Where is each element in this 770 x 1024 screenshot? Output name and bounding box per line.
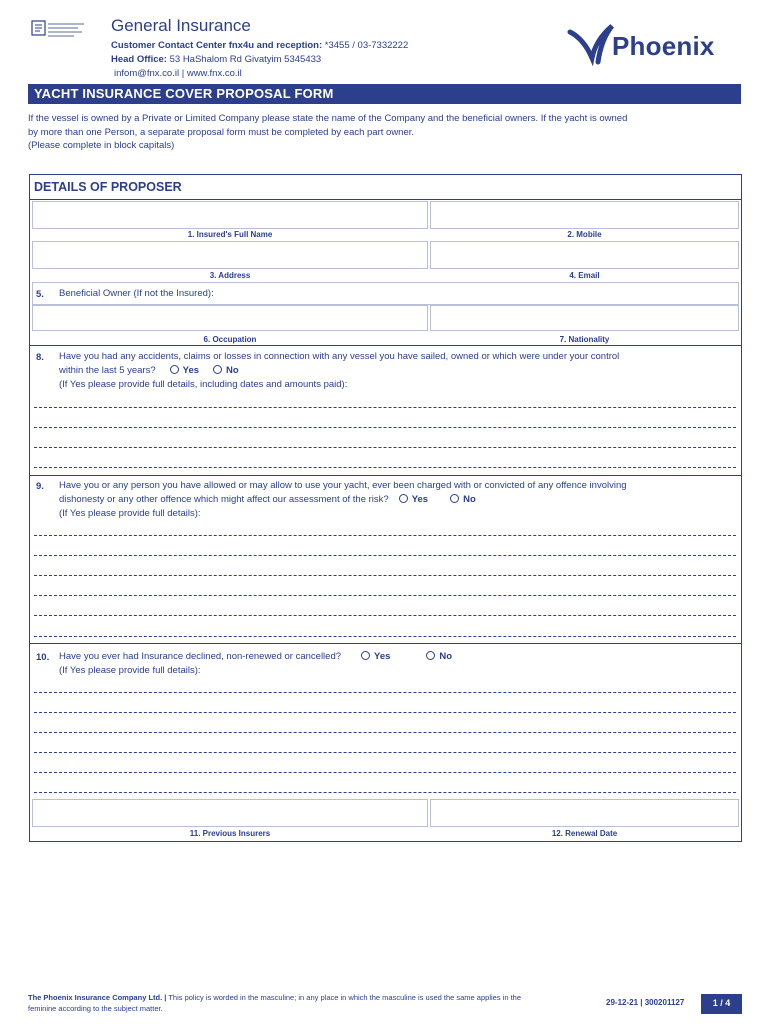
q8-number: 8. — [36, 352, 44, 363]
nationality-field[interactable] — [430, 305, 739, 331]
company-division-title: General Insurance — [111, 16, 251, 35]
proposer-details-form — [29, 174, 742, 842]
answer-line[interactable] — [34, 427, 736, 428]
q9-number: 9. — [36, 481, 44, 492]
nationality-label: 7. Nationality — [559, 335, 610, 344]
answer-line[interactable] — [34, 575, 736, 576]
office-line: Head Office: 53 HaShalom Rd Givatyim 5345433 — [111, 54, 322, 65]
answer-line[interactable] — [34, 467, 736, 468]
divider — [30, 475, 741, 476]
occupation-label: 6. Occupation — [203, 335, 257, 344]
page-number: 1 / 4 — [701, 994, 742, 1014]
answer-line[interactable] — [34, 447, 736, 448]
answer-line[interactable] — [34, 407, 736, 408]
email-label: 4. Email — [569, 271, 600, 280]
divider — [30, 345, 741, 346]
q5-number: 5. — [36, 289, 44, 300]
previous-insurers-label: 11. Previous Insurers — [189, 829, 271, 838]
section-title: DETAILS OF PROPOSER — [30, 175, 741, 200]
footer-date-code: 29-12-21 | 300201127 — [606, 998, 685, 1007]
insured-name-field[interactable] — [32, 201, 428, 229]
q10-number: 10. — [36, 652, 50, 663]
q8-yes-radio[interactable] — [170, 365, 179, 374]
mobile-label: 2. Mobile — [567, 230, 602, 239]
answer-line[interactable] — [34, 712, 736, 713]
q9-text: Have you or any person you have allowed or may allow to use your yacht, ever been charged with or convicted of any offence involving dishonesty or any other offence which might affect our assessment of the risk? Yes No (If Yes please provide full details): — [59, 480, 627, 519]
address-field[interactable] — [32, 241, 428, 269]
q10-yes-radio[interactable] — [361, 651, 370, 660]
footer-disclaimer: The Phoenix Insurance Company Ltd. | This policy is worded in the masculine; in any place in which the masculine is used the same applies in the feminine according to the subject matter. — [28, 993, 522, 1013]
form-title-banner: YACHT INSURANCE COVER PROPOSAL FORM — [28, 84, 741, 104]
answer-line[interactable] — [34, 772, 736, 773]
q9-no-radio[interactable] — [450, 494, 459, 503]
address-label: 3. Address — [209, 271, 251, 280]
q10-no-radio[interactable] — [426, 651, 435, 660]
phoenix-logo-text: Phoenix — [612, 31, 715, 61]
q8-text: Have you had any accidents, claims or losses in connection with any vessel you have sailed, owned or which were under your control within the last 5 years? Yes No (If Yes please provide full details, including dates and amounts paid): — [59, 351, 620, 390]
contact-line: Customer Contact Center fnx4u and reception: *3455 / 03-7332222 — [111, 40, 409, 51]
intro-text: If the vessel is owned by a Private or Limited Company please state the name of the Company and the beneficial owners. If the yacht is owned by more than one Person, a separate proposal form must be completed by each part owner. (Please complete in block capitals) — [28, 113, 628, 151]
answer-line[interactable] — [34, 732, 736, 733]
q9-yes-radio[interactable] — [399, 494, 408, 503]
web-line: infom@fnx.co.il | www.fnx.co.il — [114, 68, 242, 79]
answer-line[interactable] — [34, 555, 736, 556]
mobile-field[interactable] — [430, 201, 739, 229]
renewal-date-field[interactable] — [430, 799, 739, 827]
divider — [30, 643, 741, 644]
occupation-field[interactable] — [32, 305, 428, 331]
q10-text: Have you ever had Insurance declined, non-renewed or cancelled? Yes No (If Yes please provide full details): — [59, 651, 453, 676]
answer-line[interactable] — [34, 792, 736, 793]
answer-line[interactable] — [34, 595, 736, 596]
answer-line[interactable] — [34, 615, 736, 616]
answer-line[interactable] — [34, 535, 736, 536]
email-field[interactable] — [430, 241, 739, 269]
previous-insurers-field[interactable] — [32, 799, 428, 827]
answer-line[interactable] — [34, 636, 736, 637]
insured-name-label: 1. Insured's Full Name — [187, 230, 273, 239]
answer-line[interactable] — [34, 692, 736, 693]
renewal-date-label: 12. Renewal Date — [551, 829, 618, 838]
answer-line[interactable] — [34, 752, 736, 753]
accessibility-badge-icon — [31, 20, 87, 42]
q5-text: Beneficial Owner (If not the Insured): — [59, 288, 214, 299]
q8-no-radio[interactable] — [213, 365, 222, 374]
